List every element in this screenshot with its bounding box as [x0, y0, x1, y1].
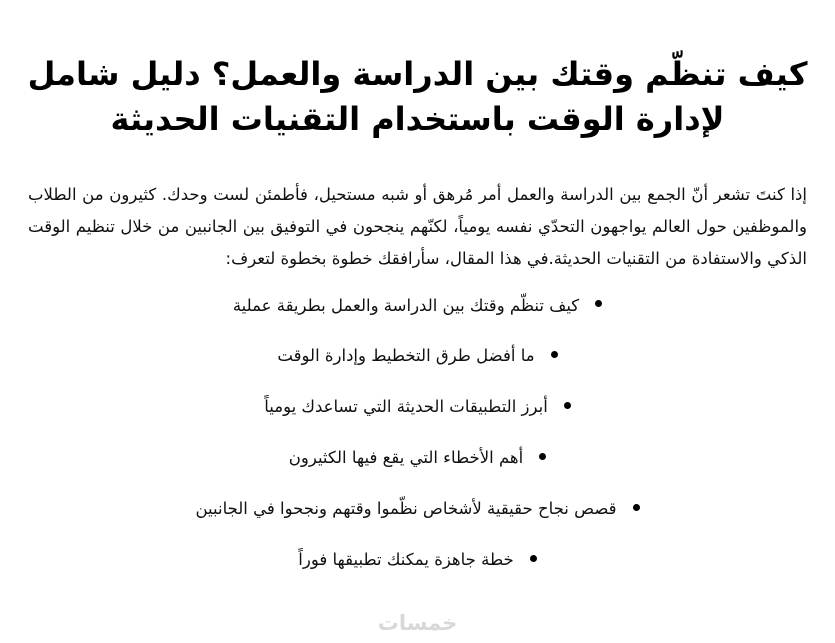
list-item	[22, 395, 813, 420]
bullet-dot-icon	[551, 351, 558, 358]
bullet-dot-icon	[539, 453, 546, 460]
list-item	[22, 293, 813, 318]
list-item-label: قصص نجاح حقيقية لأشخاص نظّموا وقتهم ونجحوا في الجانبين	[195, 499, 617, 519]
list-item	[22, 497, 813, 522]
list-item-label: أهم الأخطاء التي يقع فيها الكثيرون	[288, 448, 524, 468]
list-item	[22, 548, 813, 573]
page-title: كيف تنظّم وقتك بين الدراسة والعمل؟ دليل شامل لإدارة الوقت باستخدام التقنيات الحديثة	[27, 55, 808, 139]
list-item-label: أبرز التطبيقات الحديثة التي تساعدك يومياً	[264, 397, 548, 417]
bullet-dot-icon	[595, 300, 602, 307]
topic-list	[22, 275, 813, 572]
bullet-dot-icon	[530, 555, 537, 562]
bullet-dot-icon	[564, 402, 571, 409]
list-item	[22, 344, 813, 369]
intro-paragraph: إذا كنتَ تشعر أنّ الجمع بين الدراسة والعمل أمر مُرهق أو شبه مستحيل، فأطمئن لست وحدك. كثيرون من الطلاب والموظفين حول العالم يواجهون التحدّي نفسه يومياً، لكنّهم ينجحون في التوفيق بين الجانبين من خلال تنظيم الوقت الذكي والاستفادة من التقنيات الحديثة.في هذا المقال، سأرافقك خطوة بخطوة لتعرف:	[28, 184, 807, 269]
watermark: خمسات	[377, 611, 458, 635]
list-item-label: كيف تنظّم وقتك بين الدراسة والعمل بطريقة عملية	[232, 295, 580, 315]
list-item-label: خطة جاهزة يمكنك تطبيقها فوراً	[298, 549, 514, 569]
list-item	[22, 446, 813, 471]
bullet-dot-icon	[633, 504, 640, 511]
list-item-label: ما أفضل طرق التخطيط وإدارة الوقت	[277, 346, 535, 366]
